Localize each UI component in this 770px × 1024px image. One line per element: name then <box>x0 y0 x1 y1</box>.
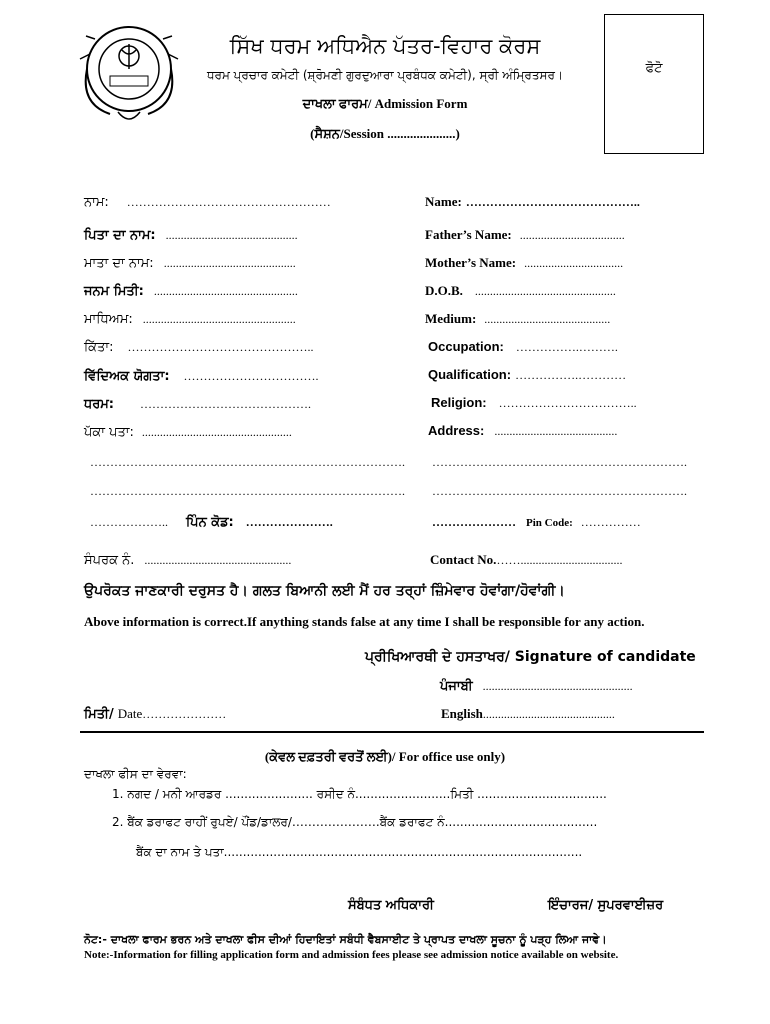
photo-label: ਫੋਟੋ <box>645 61 663 76</box>
address-line-pa-2[interactable]: ……………………………………………………………………. <box>90 455 405 469</box>
note-english: Note:-Information for filling application form and admission fees please see admission notice available on website. <box>84 949 619 961</box>
concerned-officer: ਸੰਬੰਧਤ ਅਧਿਕਾਰੀ <box>348 898 434 913</box>
field-medium-pa[interactable]: ਮਾਧਿਅਮ: ................................................... <box>84 312 296 327</box>
committee-name: ਧਰਮ ਪ੍ਰਚਾਰ ਕਮੇਟੀ (ਸ਼੍ਰੋਮਣੀ ਗੁਰਦੁਆਰਾ ਪ੍ਰਬੰਧਕ ਕਮੇਟੀ), ਸ੍ਰੀ ਅੰਮ੍ਰਿਤਸਰ। <box>206 68 564 82</box>
office-use-heading: (ਕੇਵਲ ਦਫ਼ਤਰੀ ਵਰਤੋਂ ਲਈ)/ For office use only) <box>264 749 506 764</box>
field-dob-pa[interactable]: ਜਨਮ ਮਿਤੀ: ................................................ <box>84 284 298 299</box>
address-line-en-3[interactable]: ………………………………………………………. <box>432 484 687 498</box>
contact-en[interactable]: Contact No.…….................................. <box>430 552 623 567</box>
contact-pa[interactable]: ਸੰਪਰਕ ਨੰ. ................................................. <box>84 553 292 568</box>
field-address-en[interactable]: Address: ......................................... <box>428 423 618 438</box>
field-father-en[interactable]: Father’s Name: ................................... <box>425 227 625 242</box>
field-occupation-pa[interactable]: ਕਿੱਤਾ: ……………………………………….. <box>84 340 314 355</box>
field-religion-pa[interactable]: ਧਰਮ: ……………………………………. <box>84 397 312 412</box>
field-religion-en[interactable]: Religion: …………………………….. <box>431 395 637 410</box>
signature-english[interactable]: English............................................ <box>441 706 615 721</box>
declaration-english: Above information is correct.If anything stands false at any time I shall be responsible for any action. <box>84 614 645 629</box>
field-name-pa[interactable]: ਨਾਮ: …………………………………………… <box>84 195 331 210</box>
form-name: ਦਾਖਲਾ ਫਾਰਮ/ Admission Form <box>302 96 468 111</box>
field-mother-pa[interactable]: ਮਾਤਾ ਦਾ ਨਾਮ: ............................................ <box>84 256 296 271</box>
divider <box>80 731 704 733</box>
pin-row-pa[interactable]: ……………….. ਪਿੰਨ ਕੋਡ: …………………. <box>90 515 333 530</box>
field-address-pa[interactable]: ਪੱਕਾ ਪਤਾ: .................................................. <box>84 425 292 440</box>
address-line-pa-3[interactable]: ……………………………………………………………………. <box>90 484 405 498</box>
photo-box <box>604 14 704 154</box>
field-occupation-en[interactable]: Occupation: …………….………. <box>428 339 618 354</box>
pin-row-en[interactable]: ………………… Pin Code: …………… <box>432 515 641 529</box>
session-field: (ਸੈਸ਼ਨ/Session .....................) <box>310 126 460 141</box>
field-qualification-pa[interactable]: ਵਿੱਦਿਅਕ ਯੋਗਤਾ: ……………………………. <box>84 369 319 384</box>
fee-details-label: ਦਾਖਲਾ ਫੀਸ ਦਾ ਵੇਰਵਾ: <box>84 767 187 781</box>
field-name-en[interactable]: Name: …………………………………….. <box>425 194 640 209</box>
fee-line-bank-address[interactable]: ਬੈਂਕ ਦਾ ਨਾਮ ਤੇ ਪਤਾ.............................................................................................. <box>136 845 583 859</box>
field-medium-en[interactable]: Medium: .......................................... <box>425 311 611 326</box>
signature-title: ਪ੍ਰੀਖਿਆਰਥੀ ਦੇ ਹਸਤਾਖਰ/ Signature of candidate <box>365 649 696 665</box>
field-dob-en[interactable]: D.O.B. ............................................... <box>425 283 616 298</box>
address-line-en-2[interactable]: ………………………………………………………. <box>432 455 687 469</box>
incharge-supervisor: ਇੰਚਾਰਜ/ ਸੁਪਰਵਾਈਜ਼ਰ <box>548 898 664 913</box>
signature-punjabi[interactable]: ਪੰਜਾਬੀ .................................................. <box>440 679 633 694</box>
declaration-punjabi: ਉਪਰੋਕਤ ਜਾਣਕਾਰੀ ਦਰੁਸਤ ਹੈ। ਗਲਤ ਬਿਆਨੀ ਲਈ ਮੈਂ ਹਰ ਤਰ੍ਹਾਂ ਜ਼ਿੰਮੇਵਾਰ ਹੋਵਾਂਗਾ/ਹੋਵਾਂਗੀ। <box>84 583 565 599</box>
form-title: ਸਿੱਖ ਧਰਮ ਅਧਿਐਨ ਪੱਤਰ-ਵਿਹਾਰ ਕੋਰਸ <box>229 34 541 58</box>
field-father-pa[interactable]: ਪਿਤਾ ਦਾ ਨਾਮ: ............................................ <box>84 228 298 243</box>
note-punjabi: ਨੋਟ:- ਦਾਖਲਾ ਫਾਰਮ ਭਰਨ ਅਤੇ ਦਾਖਲਾ ਫੀਸ ਦੀਆਂ ਹਿਦਾਇਤਾਂ ਸਬੰਧੀ ਵੈਬਸਾਈਟ ਤੇ ਪ੍ਰਾਪਤ ਦਾਖਲਾ ਸੂਚਨਾ ਨੂੰ ਪੜ੍ਹ ਲਿਆ ਜਾਵੇ। <box>84 933 607 946</box>
date-field[interactable]: ਮਿਤੀ/ Date………………… <box>84 706 227 722</box>
field-mother-en[interactable]: Mother’s Name: ................................. <box>425 255 624 270</box>
field-qualification-en[interactable]: Qualification: …………….………… <box>428 367 627 382</box>
fee-line-draft[interactable]: 2. ਬੈਂਕ ਡਰਾਫਟ ਰਾਹੀਂ ਰੁਪਏ/ ਪੌਂਡ/ਡਾਲਰ/………………….ਬੈਂਕ ਡਰਾਫਟ ਨੰ........................................ <box>112 815 598 829</box>
fee-line-cash[interactable]: 1. ਨਗਦ / ਮਨੀ ਆਰਡਰ ....................... ਰਸੀਦ ਨੰ.........................ਮਿਤੀ .................................. <box>112 787 607 801</box>
